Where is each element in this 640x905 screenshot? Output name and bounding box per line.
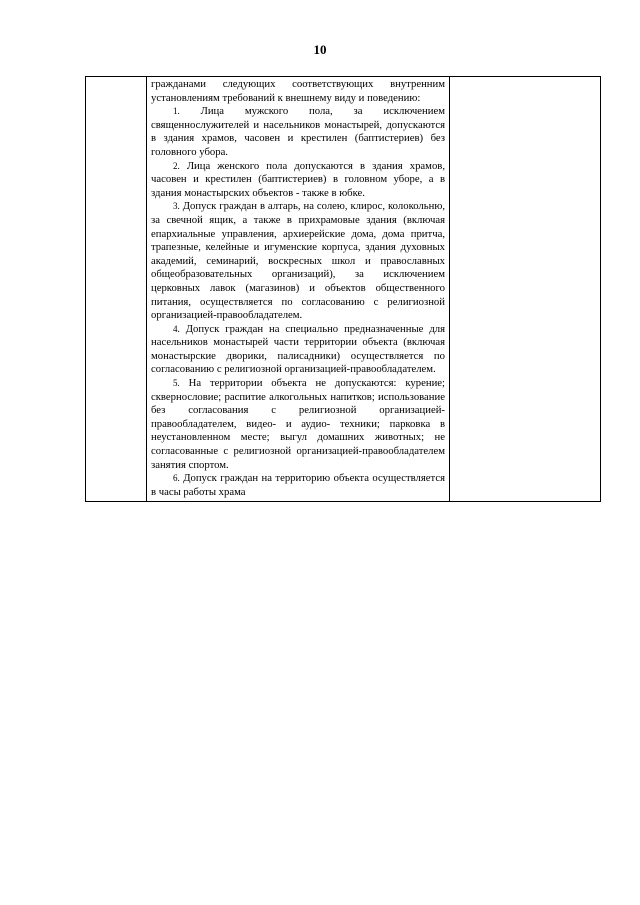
item-paragraph-4 — [151, 323, 445, 377]
empty-right-cell — [450, 77, 601, 502]
item-paragraph-6 — [151, 472, 445, 499]
item-text: Допуск граждан на территорию объекта осуществляется в часы работы храма — [151, 472, 446, 498]
item-number: 1. — [173, 106, 180, 117]
item-number: 5. — [173, 378, 180, 389]
item-number: 3. — [173, 201, 180, 212]
table-row — [86, 77, 601, 502]
item-paragraph-2 — [151, 160, 445, 201]
item-paragraph-3 — [151, 200, 445, 322]
item-number: 2. — [173, 160, 180, 171]
item-text: Допуск граждан на специально предназначенные для насельников монастырей части территории объекта (включая монастырские дворики, палисадники) осуществляется по согласованию с религиозной организацией-правообладателем. — [151, 322, 446, 376]
item-text: Допуск граждан в алтарь, на солею, клирос, колокольню, за свечной ящик, а также в прихрамовые здания (включая епархиальные управления, архиерейские дома, дома притча, трапезные, келейные и игуменские корпуса, здания духовных академий, семинарий, воскресных школ и православных общеобразовательных организаций), за исключением церковных лавок (магазинов) и объектов общественного питания, осуществляется по согласованию с религиозной организацией-правообладателем. — [151, 200, 445, 322]
requirements-table — [85, 76, 601, 502]
item-paragraph-1 — [151, 105, 445, 159]
page-number: 10 — [313, 42, 327, 57]
item-text: Лица женского пола допускаются в здания храмов, часовен и крестилен (баптистериев) в головном уборе, а в здания монастырских объектов - также в юбке. — [151, 159, 446, 199]
item-number: 4. — [173, 323, 180, 334]
requirements-text-cell — [147, 77, 450, 502]
item-number: 6. — [173, 473, 180, 484]
intro-paragraph: гражданами следующих соответствующих внутренним установлениям требований к внешнему виду и поведению: — [151, 78, 445, 104]
item-text: На территории объекта не допускаются: курение; сквернословие; распитие алкогольных напитков; использование без согласования с религиозной организацией-правообладателем, видео- и аудио- техники; парковка в неустановленном месте; выгул домашних животных; не согласованные с религиозной организацией-правообладателем занятия спортом. — [151, 377, 446, 471]
item-text: Лица мужского пола, за исключением священнослужителей и насельников монастырей, допускаются в здания храмов, часовен и крестилен (баптистериев) без головного убора. — [151, 105, 445, 158]
item-paragraph-5 — [151, 377, 445, 472]
empty-left-cell — [86, 77, 147, 502]
